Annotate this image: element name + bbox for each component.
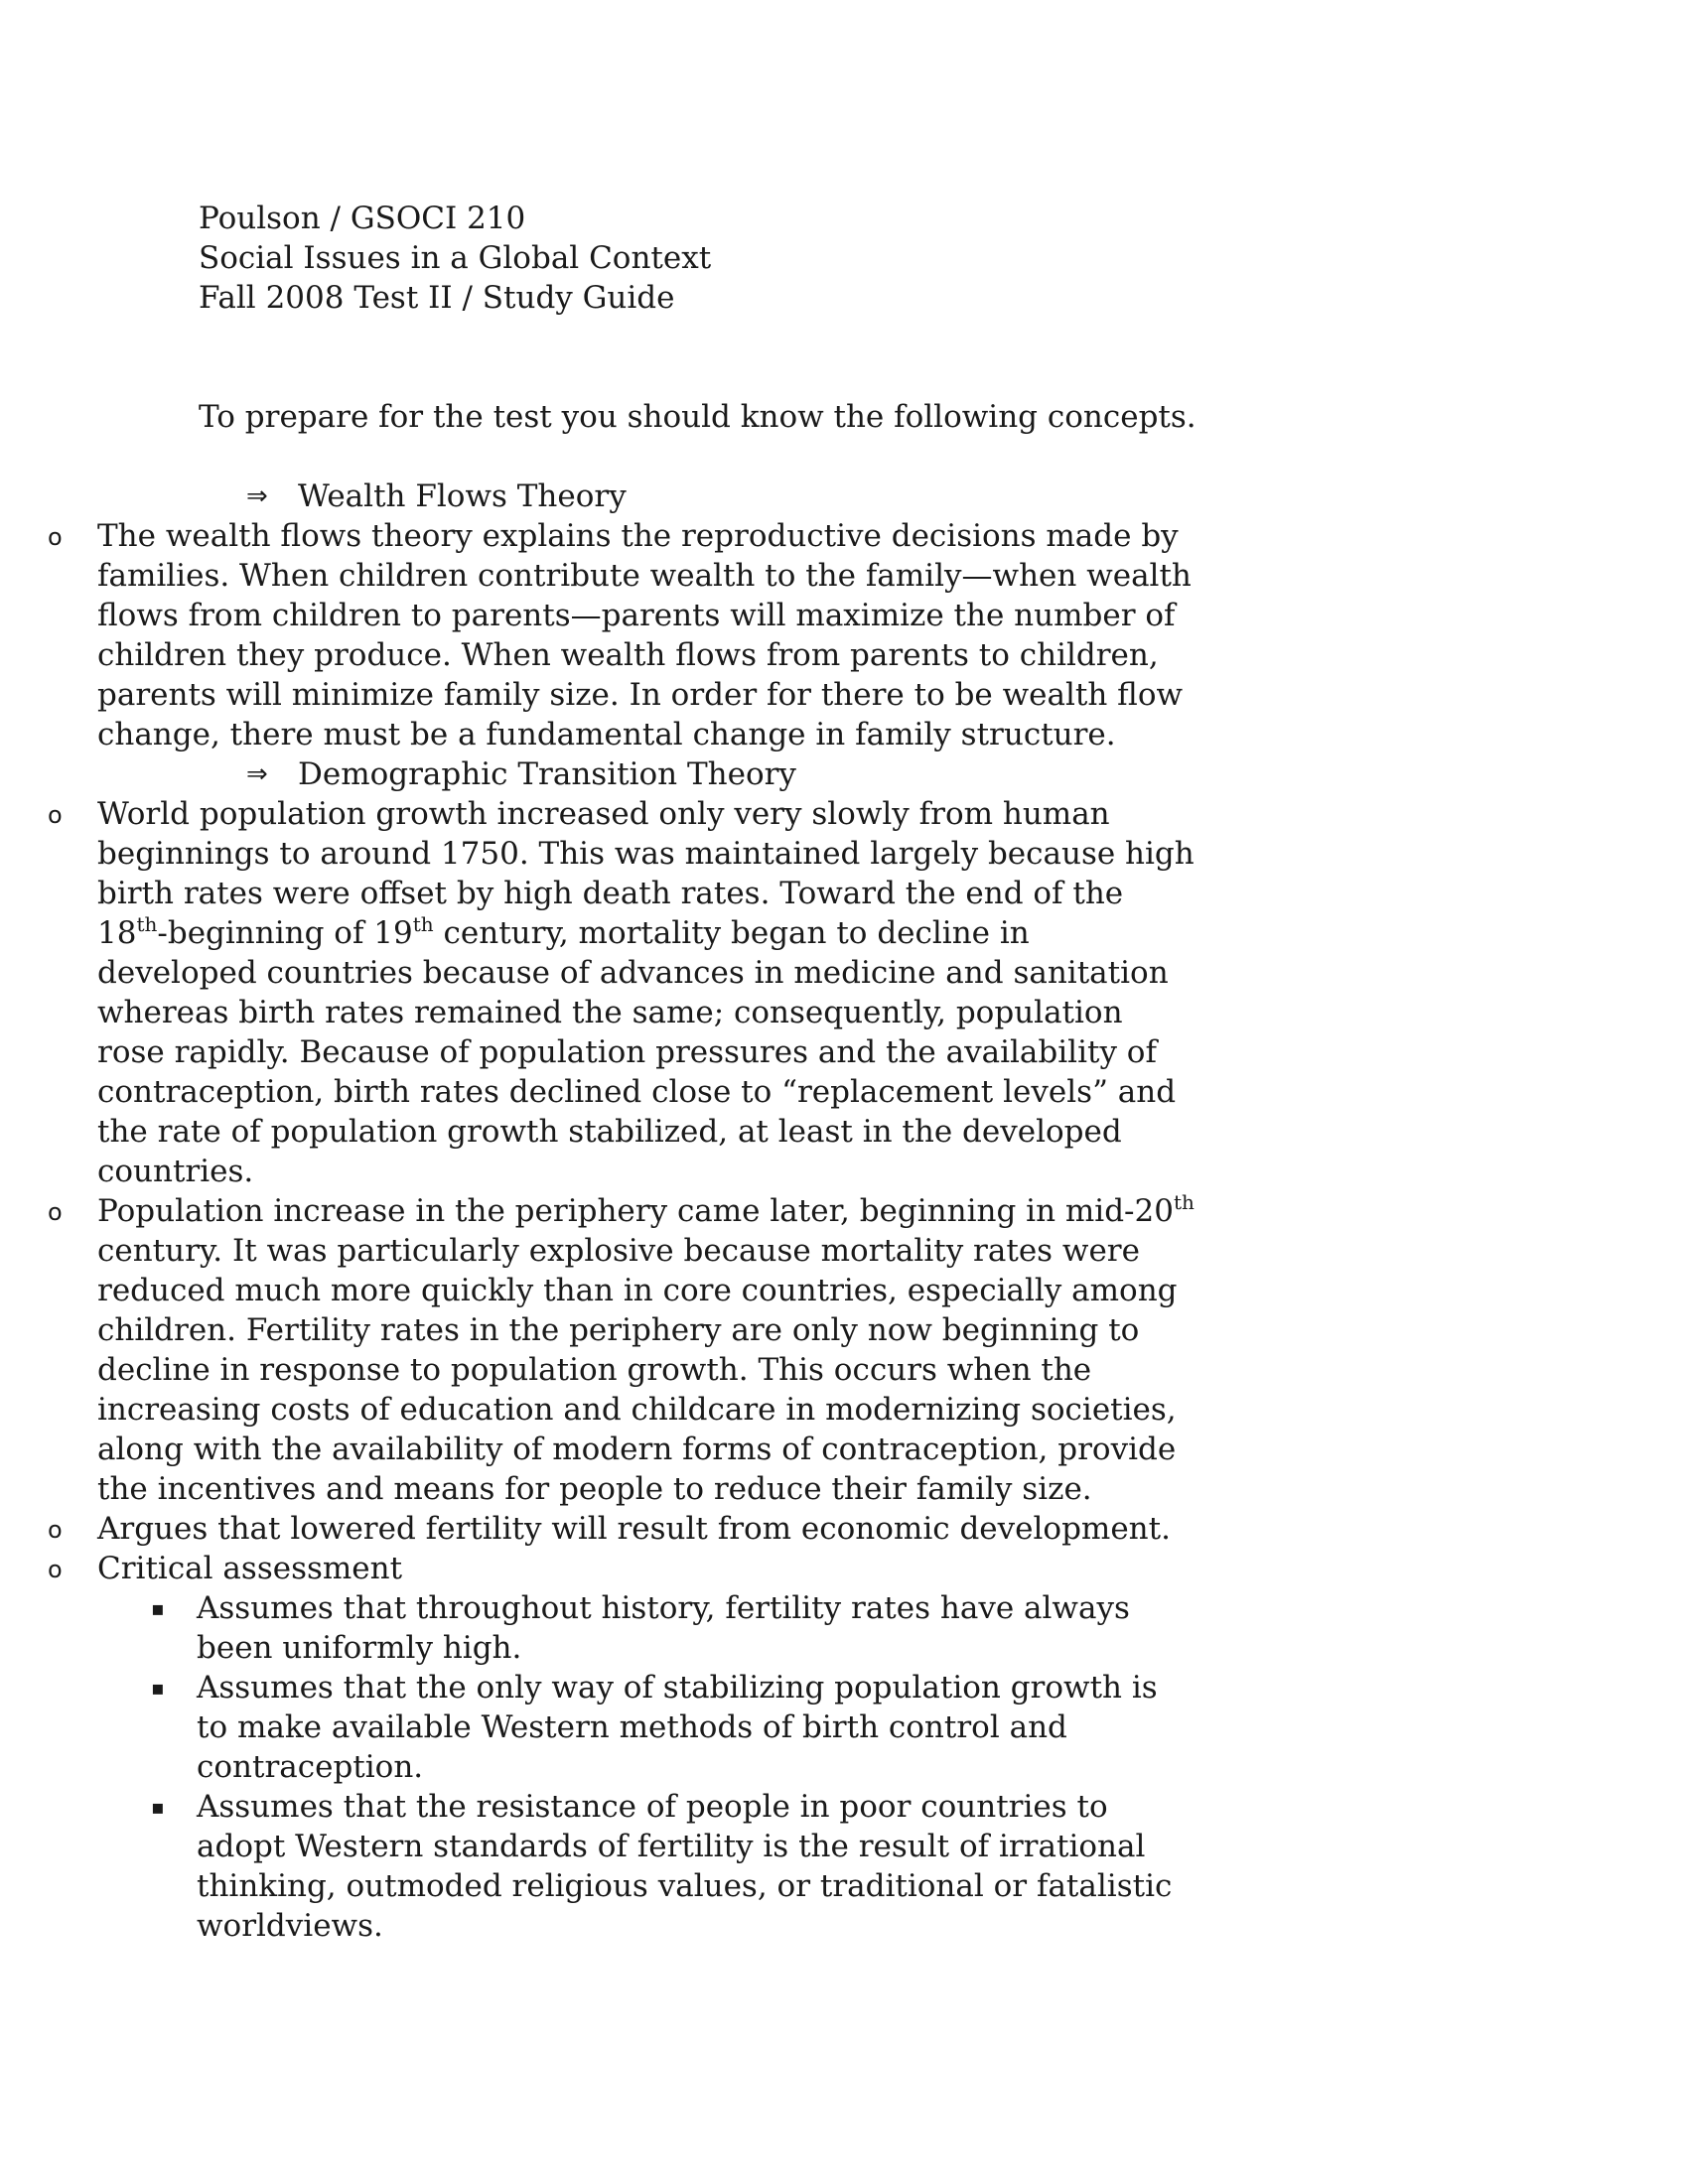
concept-list [0, 477, 1688, 1946]
topic-title: Wealth Flows Theory [298, 478, 627, 514]
text-fragment: World population growth increased only very slowly from human beginnings to around 1750. This was maintained largely because high birth rates were offset by high death rates. Toward the end of the 18 [97, 796, 1195, 951]
sub-list-item-text: Assumes that the only way of stabilizing population growth is to make available Western methods of birth control and contraception. [197, 1670, 1158, 1785]
topic-demographic-transition [246, 754, 1688, 794]
list-item [48, 1190, 1195, 1509]
document-header [199, 199, 711, 318]
list-item [48, 516, 1195, 754]
topic-title: Demographic Transition Theory [298, 756, 796, 792]
sub-list-item [151, 1787, 1195, 1946]
sub-list-item [151, 1588, 1195, 1668]
list-item-text [97, 1191, 1195, 1509]
sub-list-item-text: Assumes that throughout history, fertility rates have always been uniformly high. [197, 1590, 1130, 1666]
circle-bullet-icon: o [48, 1516, 63, 1544]
text-fragment: century. It was particularly explosive because mortality rates were reduced much more quickly than in core countries, especially among children. Fertility rates in the periphery are only now beginning to decline in response to population growth. This occurs when the increasing costs of education and childcare in modernizing societies, along with the availability of modern forms of contraception, provide the incentives and means for people to reduce their family size. [97, 1233, 1178, 1507]
list-item [48, 794, 1195, 1191]
circle-bullet-icon: o [48, 1198, 63, 1226]
list-item-text: Argues that lowered fertility will result from economic development. [97, 1511, 1171, 1547]
sub-list-item-text: Assumes that the resistance of people in poor countries to adopt Western standards of fertility is the result of irrational thinking, outmoded religious values, or traditional or fatalistic worldviews. [197, 1789, 1173, 1944]
circle-bullet-icon: o [48, 1556, 63, 1583]
course-line: Poulson / GSOCI 210 [199, 201, 526, 236]
double-arrow-icon: ⇒ [246, 481, 268, 511]
square-bullet-icon: ▪ [151, 1795, 165, 1819]
list-item-text [97, 794, 1195, 1191]
text-fragment: century, mortality began to decline in developed countries because of advances in medicine and sanitation whereas birth rates remained the same; consequently, population rose rapidly. Because of population pressures and the availability of contraception, birth rates declined close to “replacement levels” and the rate of population growth stabilized, at least in the developed countries. [97, 915, 1177, 1189]
superscript: th [136, 912, 158, 936]
double-arrow-icon: ⇒ [246, 759, 268, 789]
course-title-line: Social Issues in a Global Context [199, 240, 712, 276]
test-line: Fall 2008 Test II / Study Guide [199, 280, 675, 316]
sub-list-item [151, 1668, 1195, 1787]
topic-wealth-flows [246, 477, 1688, 516]
list-item-text: Critical assessment [97, 1551, 403, 1586]
text-fragment: Population increase in the periphery came later, beginning in mid-20 [97, 1193, 1174, 1229]
list-item-text: The wealth flows theory explains the reproductive decisions made by families. When children contribute wealth to the family—when wealth flows from children to parents—parents will maximize the number of children they produce. When wealth flows from parents to children, parents will minimize family size. In order for there to be wealth flow change, there must be a fundamental change in family structure. [97, 518, 1192, 752]
superscript: th [412, 912, 434, 936]
text-fragment: -beginning of 19 [157, 915, 413, 951]
square-bullet-icon: ▪ [151, 1596, 165, 1620]
superscript: th [1173, 1190, 1195, 1214]
circle-bullet-icon: o [48, 523, 63, 551]
list-item [48, 1549, 1195, 1588]
circle-bullet-icon: o [48, 801, 63, 829]
intro-text: To prepare for the test you should know the following concepts. [199, 399, 1196, 435]
list-item [48, 1509, 1195, 1549]
square-bullet-icon: ▪ [151, 1676, 165, 1700]
